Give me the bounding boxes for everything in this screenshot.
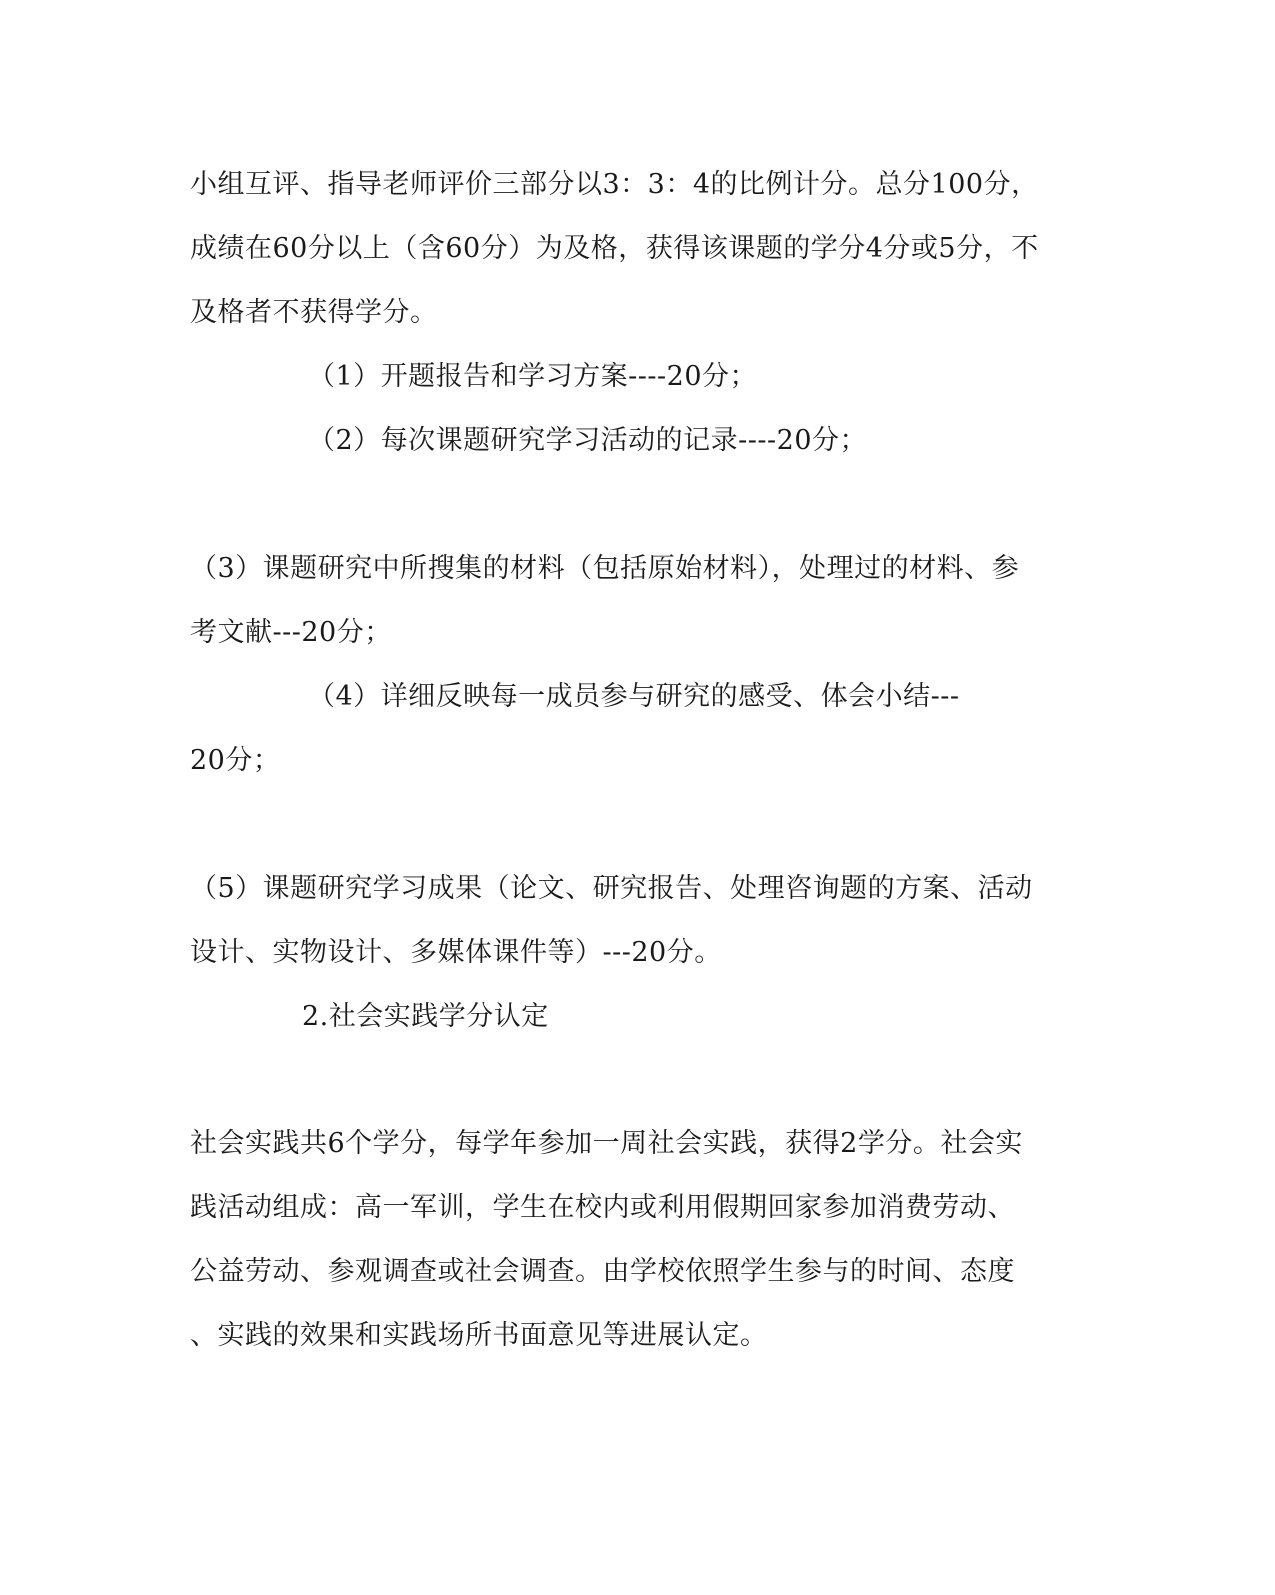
text-line: 践活动组成：高一军训，学生在校内或利用假期回家参加消费劳动、: [190, 1192, 1015, 1223]
list-item: （1）开题报告和学习方案----20分；: [308, 361, 758, 392]
text-line: 20分；: [190, 745, 281, 776]
text-line: 及格者不获得学分。: [190, 297, 438, 328]
list-item: （4）详细反映每一成员参与研究的感受、体会小结---: [308, 681, 960, 712]
text-line: 小组互评、指导老师评价三部分以3：3：4的比例计分。总分100分，: [190, 169, 1039, 200]
list-item: （3）课题研究中所搜集的材料（包括原始材料），处理过的材料、参: [190, 553, 1020, 584]
text-line: 公益劳动、参观调查或社会调查。由学校依照学生参与的时间、态度: [190, 1256, 1015, 1287]
list-item: （5）课题研究学习成果（论文、研究报告、处理咨询题的方案、活动: [190, 873, 1033, 904]
text-line: 设计、实物设计、多媒体课件等）---20分。: [190, 937, 722, 968]
text-line: 成绩在60分以上（含60分）为及格，获得该课题的学分4分或5分，不: [190, 233, 1039, 264]
list-item: （2）每次课题研究学习活动的记录----20分；: [308, 425, 868, 456]
text-line: 、实践的效果和实践场所书面意见等进展认定。: [190, 1320, 768, 1351]
section-heading: 2.社会实践学分认定: [302, 1001, 549, 1032]
text-line: 社会实践共6个学分，每学年参加一周社会实践，获得2学分。社会实: [190, 1128, 1023, 1159]
text-line: 考文献---20分；: [190, 617, 392, 648]
